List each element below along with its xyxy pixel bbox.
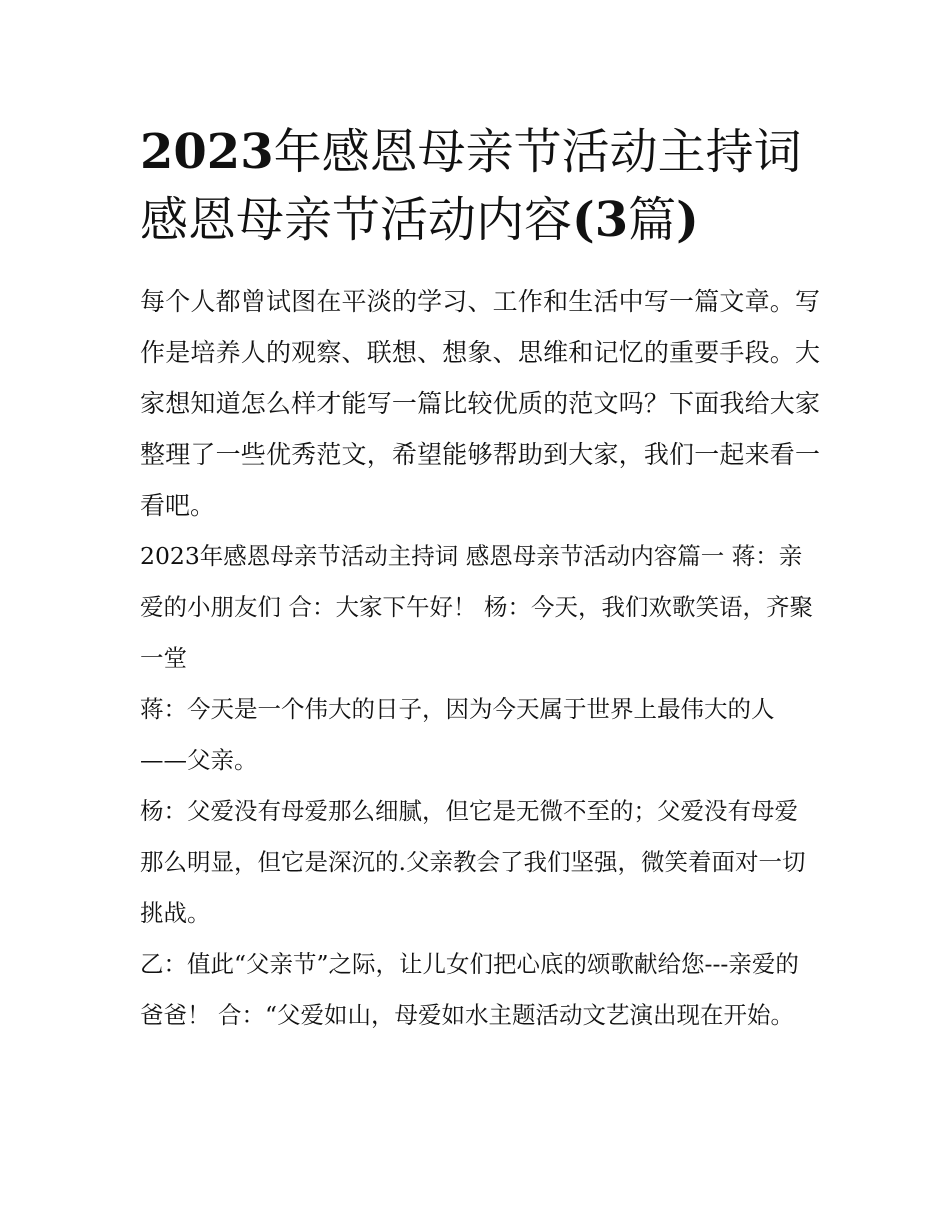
title-year: 2023	[140, 124, 274, 180]
title-line2-text: 感恩母亲节活动内容	[140, 192, 573, 248]
document-content	[140, 118, 820, 1041]
document-title	[140, 118, 820, 254]
title-count-close: )	[676, 192, 699, 248]
title-line1-text: 年感恩母亲节活动主持词	[273, 124, 802, 180]
body-paragraph-4: 乙：值此“父亲节”之际，让儿女们把心底的颂歌献给您---亲爱的爸爸！ 合：“父爱如山，母爱如水主题活动文艺演出现在开始。	[140, 950, 799, 1029]
body-paragraph-3: 杨：父爱没有母爱那么细腻，但它是无微不至的；父爱没有母爱那么明显，但它是深沉的.父亲教会了我们坚强，微笑着面对一切挑战。	[140, 797, 806, 927]
title-count-unit: 篇	[628, 192, 677, 248]
intro-paragraph: 每个人都曾试图在平淡的学习、工作和生活中写一篇文章。写作是培养人的观察、联想、想象、思维和记忆的重要手段。大家想知道怎么样才能写一篇比较优质的范文吗？下面我给大家整理了一些优秀范文，希望能够帮助到大家，我们一起来看一看吧。	[140, 287, 820, 520]
title-count-open: (3	[572, 192, 629, 248]
body-paragraph-2: 蒋：今天是一个伟大的日子，因为今天属于世界上最伟大的人——父亲。	[140, 695, 775, 774]
body-paragraph-1: 2023年感恩母亲节活动主持词 感恩母亲节活动内容篇一 蒋：亲爱的小朋友们 合：大家下午好！ 杨：今天，我们欢歌笑语，齐聚一堂	[140, 542, 813, 672]
